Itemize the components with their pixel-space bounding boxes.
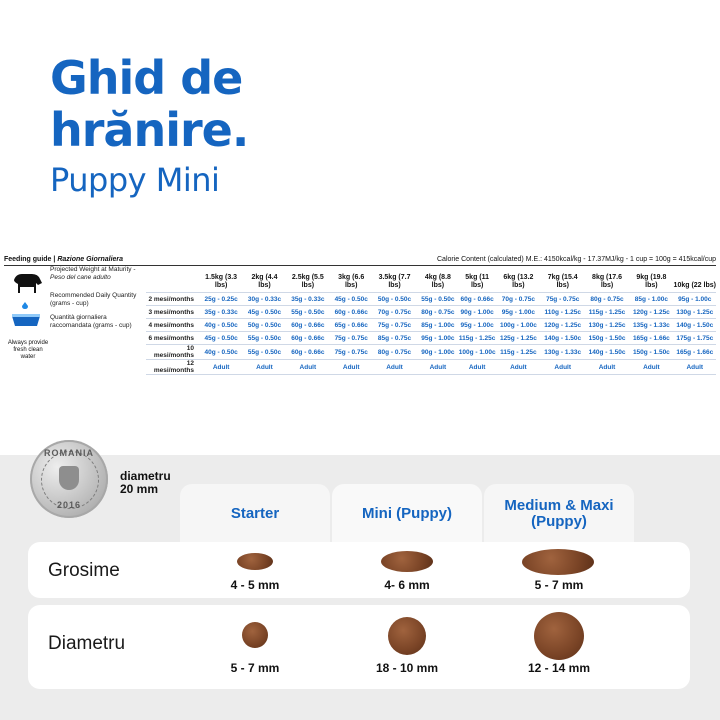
- weight-header: 9kg (19.8 lbs): [629, 266, 673, 293]
- quantity-cell: Adult: [458, 360, 496, 375]
- quantity-cell: 95g - 1.00c: [458, 319, 496, 332]
- quantity-cell: Adult: [371, 360, 417, 375]
- quantity-cell: 80g - 0.75c: [418, 306, 458, 319]
- column-header-mini: Mini (Puppy): [332, 484, 482, 544]
- quantity-cell: 40g - 0.50c: [198, 319, 244, 332]
- age-header: [146, 266, 198, 293]
- table-row: [146, 319, 716, 332]
- water-bowl-icon: [12, 302, 40, 326]
- table-row: [146, 293, 716, 306]
- grosime-mini-cell: [332, 542, 482, 598]
- quantity-cell: 45g - 0.50c: [244, 306, 284, 319]
- dog-icon: [4, 266, 48, 336]
- quantity-cell: Adult: [629, 360, 673, 375]
- age-cell: 10 mesi/months: [146, 345, 198, 360]
- coin-diameter-label: diametru 20 mm: [120, 469, 171, 496]
- feeding-guide-label-it: Razione Giornaliera: [57, 256, 124, 263]
- kibble-mini-top: [388, 617, 426, 655]
- quantity-cell: 35g - 0.33c: [198, 306, 244, 319]
- quantity-cell: 115g - 1.25c: [458, 332, 496, 345]
- quantity-cell: Adult: [198, 360, 244, 375]
- age-cell: 3 mesi/months: [146, 306, 198, 319]
- quantity-cell: 90g - 1.00c: [418, 345, 458, 360]
- quantity-cell: 150g - 1.50c: [629, 345, 673, 360]
- quantity-cell: 65g - 0.66c: [331, 319, 371, 332]
- weight-label: Projected Weight at Maturity -: [50, 266, 136, 273]
- quantity-cell: Adult: [496, 360, 540, 375]
- quantity-cell: 75g - 0.75c: [541, 293, 585, 306]
- quantity-cell: 120g - 1.25c: [629, 306, 673, 319]
- diametru-starter-cell: [180, 605, 330, 689]
- grosime-label: Grosime: [48, 560, 120, 581]
- qty-label-it: Quantità giornaliera raccomandata (grams - cup): [50, 314, 132, 329]
- quantity-cell: Adult: [418, 360, 458, 375]
- qty-label: Recommended Daily Quantity (grams - cup): [50, 292, 137, 307]
- weight-header: 7kg (15.4 lbs): [541, 266, 585, 293]
- column-header-starter: Starter: [180, 484, 330, 544]
- page-subtitle: Puppy Mini: [50, 161, 220, 199]
- quantity-cell: 85g - 1.00c: [418, 319, 458, 332]
- quantity-cell: Adult: [285, 360, 331, 375]
- feeding-guide-body: [4, 266, 716, 374]
- quantity-cell: 40g - 0.50c: [198, 345, 244, 360]
- diametru-medium-cell: [484, 605, 634, 689]
- quantity-cell: Adult: [331, 360, 371, 375]
- age-cell: 2 mesi/months: [146, 293, 198, 306]
- quantity-cell: 95g - 1.00c: [496, 306, 540, 319]
- feeding-guide: [4, 256, 716, 374]
- weight-header: 3kg (6.6 lbs): [331, 266, 371, 293]
- quantity-cell: 120g - 1.25c: [541, 319, 585, 332]
- quantity-cell: 110g - 1.25c: [541, 306, 585, 319]
- table-row: [146, 306, 716, 319]
- quantity-cell: 55g - 0.50c: [285, 306, 331, 319]
- quantity-cell: 55g - 0.50c: [418, 293, 458, 306]
- quantity-cell: Adult: [585, 360, 629, 375]
- title-line-1: Ghid de: [50, 51, 243, 105]
- quantity-cell: Adult: [244, 360, 284, 375]
- weight-header: 8kg (17.6 lbs): [585, 266, 629, 293]
- coin-image: [30, 440, 108, 518]
- quantity-cell: 75g - 0.75c: [331, 345, 371, 360]
- kibble-starter-top: [242, 622, 268, 648]
- age-cell: 6 mesi/months: [146, 332, 198, 345]
- calorie-note: Calorie Content (calculated) M.E.: 4150kcal/kg - 17.37MJ/kg - 1 cup = 100g = 415kcal/cup: [437, 256, 716, 263]
- weight-header: 3.5kg (7.7 lbs): [371, 266, 417, 293]
- quantity-cell: 165g - 1.66c: [629, 332, 673, 345]
- table-row: [146, 332, 716, 345]
- grosime-medium-value: 5 - 7 mm: [534, 578, 584, 592]
- quantity-cell: 130g - 1.25c: [585, 319, 629, 332]
- quantity-cell: 95g - 1.00c: [674, 293, 716, 306]
- column-header-medium-maxi: Medium & Maxi (Puppy): [484, 484, 634, 544]
- grosime-row: [28, 542, 690, 598]
- quantity-cell: 80g - 0.75c: [371, 345, 417, 360]
- quantity-cell: 140g - 1.50c: [674, 319, 716, 332]
- feeding-table: [146, 266, 716, 375]
- table-row: [146, 345, 716, 360]
- weight-header: 2.5kg (5.5 lbs): [285, 266, 331, 293]
- grosime-medium-cell: [484, 542, 634, 598]
- feeding-guide-header: [4, 256, 716, 266]
- quantity-cell: 115g - 1.25c: [496, 345, 540, 360]
- quantity-cell: 80g - 0.75c: [585, 293, 629, 306]
- quantity-cell: 75g - 0.75c: [331, 332, 371, 345]
- quantity-cell: 60g - 0.66c: [285, 332, 331, 345]
- weight-header: 5kg (11 lbs): [458, 266, 496, 293]
- diametru-medium-value: 12 - 14 mm: [527, 661, 591, 675]
- weight-header: 2kg (4.4 lbs): [244, 266, 284, 293]
- coin-crest-icon: [59, 466, 79, 490]
- quantity-cell: 100g - 1.00c: [496, 319, 540, 332]
- weight-header: 10kg (22 lbs): [674, 266, 716, 293]
- quantity-cell: 45g - 0.50c: [331, 293, 371, 306]
- quantity-cell: 60g - 0.66c: [458, 293, 496, 306]
- coin-bottom-text: 2016: [56, 500, 82, 510]
- weight-header: 6kg (13.2 lbs): [496, 266, 540, 293]
- coin-top-text: ROMANIA: [44, 448, 94, 458]
- page-title: [50, 52, 248, 156]
- kibble-medium-side: [522, 549, 594, 575]
- title-line-2: hrănire.: [50, 103, 249, 157]
- quantity-cell: 135g - 1.33c: [629, 319, 673, 332]
- quantity-cell: 130g - 1.25c: [674, 306, 716, 319]
- quantity-cell: 90g - 1.00c: [458, 306, 496, 319]
- quantity-cell: 175g - 1.75c: [674, 332, 716, 345]
- feeding-table-header: [146, 266, 716, 293]
- diametru-mini-cell: [332, 605, 482, 689]
- quantity-cell: 85g - 1.00c: [629, 293, 673, 306]
- grosime-mini-value: 4- 6 mm: [384, 578, 430, 592]
- quantity-cell: 130g - 1.33c: [541, 345, 585, 360]
- quantity-cell: Adult: [541, 360, 585, 375]
- weight-label-it: Peso del cane adulto: [50, 274, 111, 281]
- kibble-starter-side: [237, 553, 273, 570]
- table-row: [146, 360, 716, 375]
- quantity-cell: 75g - 0.75c: [371, 319, 417, 332]
- weight-header: 4kg (8.8 lbs): [418, 266, 458, 293]
- quantity-cell: 85g - 0.75c: [371, 332, 417, 345]
- quantity-cell: 70g - 0.75c: [496, 293, 540, 306]
- quantity-cell: 140g - 1.50c: [541, 332, 585, 345]
- quantity-cell: 55g - 0.50c: [244, 332, 284, 345]
- grosime-starter-cell: [180, 542, 330, 598]
- age-cell: 4 mesi/months: [146, 319, 198, 332]
- quantity-cell: Adult: [674, 360, 716, 375]
- quantity-cell: 125g - 1.25c: [496, 332, 540, 345]
- quantity-cell: 140g - 1.50c: [585, 345, 629, 360]
- quantity-cell: 50g - 0.50c: [371, 293, 417, 306]
- quantity-cell: 60g - 0.66c: [331, 306, 371, 319]
- quantity-cell: 115g - 1.25c: [585, 306, 629, 319]
- diametru-mini-value: 18 - 10 mm: [375, 661, 439, 675]
- quantity-cell: 55g - 0.50c: [244, 345, 284, 360]
- feeding-labels: [50, 266, 145, 330]
- quantity-cell: 60g - 0.66c: [285, 345, 331, 360]
- quantity-cell: 95g - 1.00c: [418, 332, 458, 345]
- kibble-medium-top: [534, 612, 584, 660]
- quantity-cell: 45g - 0.50c: [198, 332, 244, 345]
- age-cell: 12 mesi/months: [146, 360, 198, 375]
- quantity-cell: 165g - 1.66c: [674, 345, 716, 360]
- quantity-cell: 60g - 0.66c: [285, 319, 331, 332]
- quantity-cell: 50g - 0.50c: [244, 319, 284, 332]
- diametru-label: Diametru: [48, 633, 126, 654]
- feeding-guide-label: Feeding guide |: [4, 256, 56, 263]
- quantity-cell: 100g - 1.00c: [458, 345, 496, 360]
- diametru-starter-value: 5 - 7 mm: [230, 661, 280, 675]
- quantity-cell: 25g - 0.25c: [198, 293, 244, 306]
- water-caption: Always provide fresh clean water: [7, 340, 49, 360]
- weight-header: 1.5kg (3.3 lbs): [198, 266, 244, 293]
- feeding-icons: [4, 266, 48, 366]
- kibble-mini-side: [381, 551, 433, 572]
- quantity-cell: 150g - 1.50c: [585, 332, 629, 345]
- quantity-cell: 35g - 0.33c: [285, 293, 331, 306]
- quantity-cell: 70g - 0.75c: [371, 306, 417, 319]
- quantity-cell: 30g - 0.33c: [244, 293, 284, 306]
- grosime-starter-value: 4 - 5 mm: [230, 578, 280, 592]
- diametru-row: [28, 605, 690, 689]
